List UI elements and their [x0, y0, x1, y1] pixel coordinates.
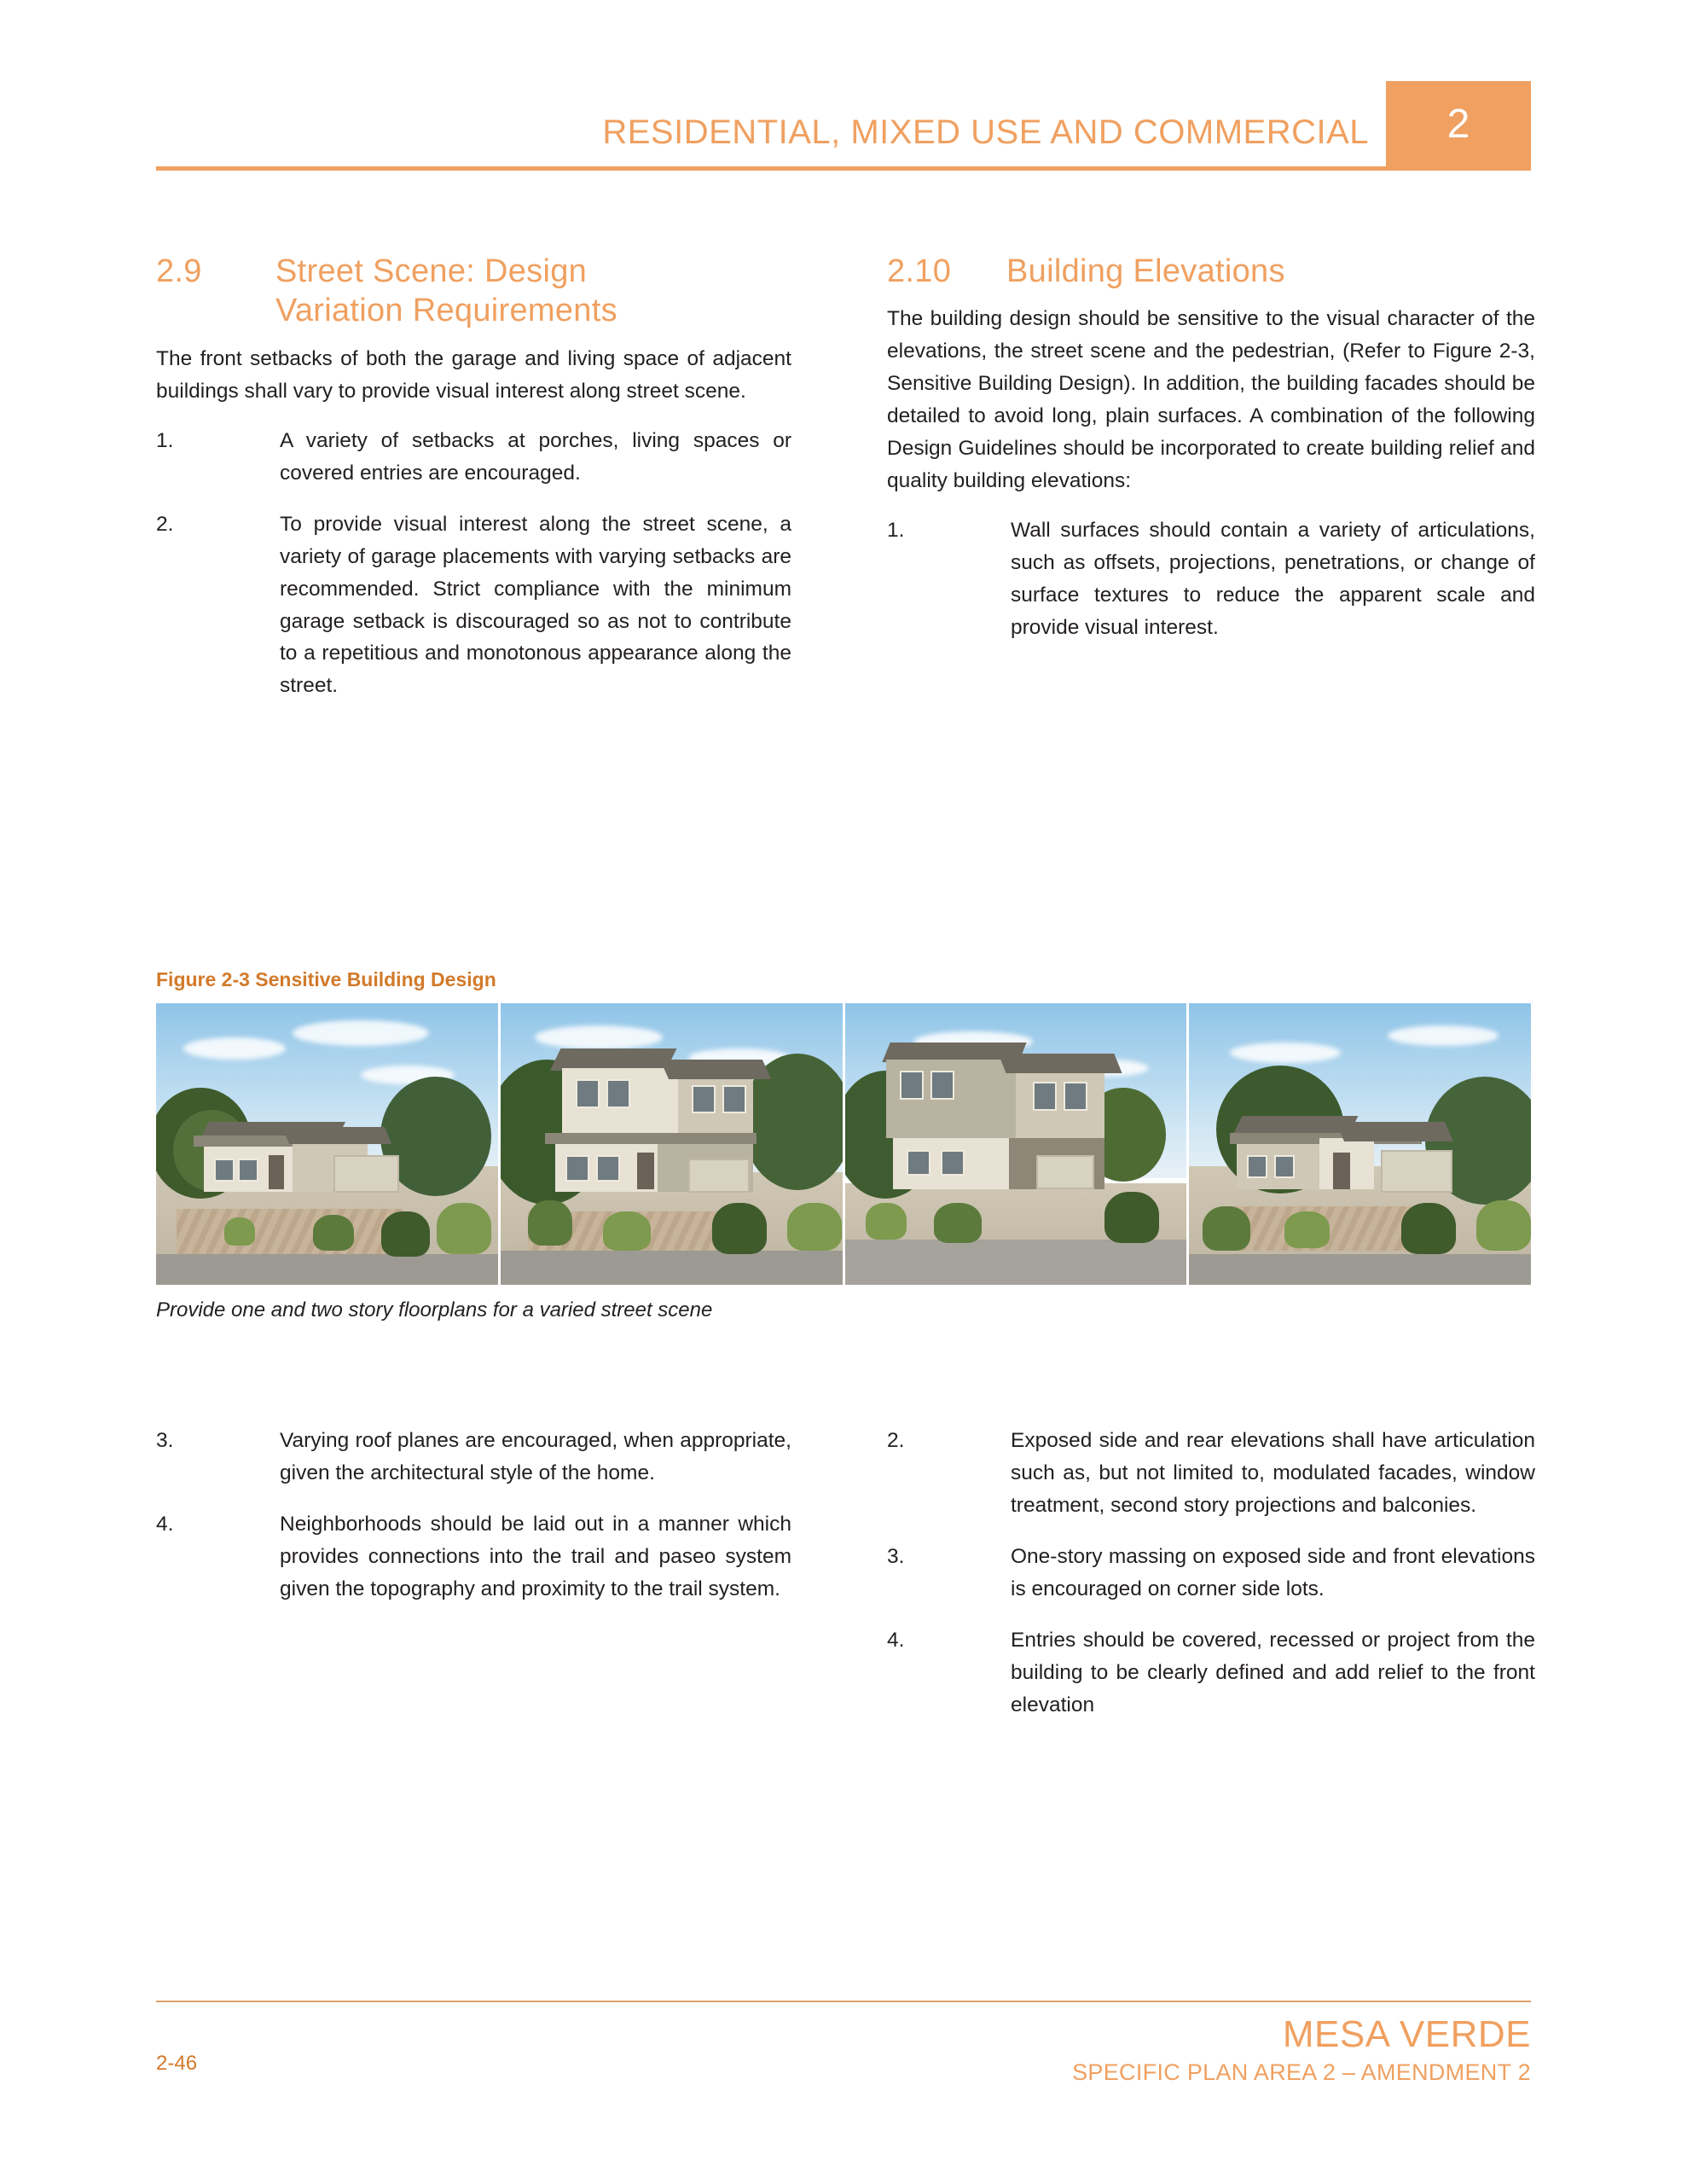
list-item	[156, 1425, 791, 1490]
chapter-badge: 2	[1386, 81, 1531, 166]
right-column-lower	[887, 1425, 1535, 1740]
list-item-number: 1.	[887, 519, 905, 543]
section-title-line1: Street Scene: Design	[275, 253, 588, 289]
footer-brand	[1072, 2013, 1531, 2086]
figure-image-two-story-home-side-elevation-rendering	[845, 1003, 1187, 1285]
list-item-number: 1.	[156, 428, 174, 452]
list-item-text: Entries should be covered, recessed or project from the building to be clearly defined and add relief to the front elevation	[1011, 1628, 1535, 1716]
brand-name: MESA VERDE	[1282, 2013, 1531, 2055]
list-item	[156, 425, 791, 490]
list-item-number: 3.	[887, 1544, 905, 1568]
section-title-line2: Variation Requirements	[275, 293, 617, 329]
figure-image-two-story-home-rendering	[501, 1003, 843, 1285]
figure-label: Figure 2-3 Sensitive Building Design	[156, 968, 496, 990]
page-header	[156, 81, 1531, 171]
list-item	[156, 508, 791, 703]
list-item-text: To provide visual interest along the street scene, a variety of garage placements with varying setbacks are recommended. Strict compliance with the minimum garage setback is discouraged so as not to contribute to a repetitious and monotonous appearance along the street.	[280, 512, 791, 698]
figure-image-one-story-home-with-garage-rendering	[1189, 1003, 1531, 1285]
section-2-10-list	[887, 514, 1535, 644]
list-item-number: 2.	[156, 512, 174, 536]
section-number: 2.10	[887, 253, 952, 289]
figure-image-strip	[156, 1003, 1531, 1285]
header-title: RESIDENTIAL, MIXED USE AND COMMERCIAL	[602, 113, 1369, 151]
list-item	[156, 1508, 791, 1606]
figure-2-3	[156, 968, 1531, 1322]
list-item-number: 3.	[156, 1429, 174, 1452]
list-item-text: Varying roof planes are encouraged, when appropriate, given the architectural style of the home.	[280, 1429, 791, 1484]
list-item-number: 4.	[887, 1628, 905, 1652]
section-heading-2-9	[156, 252, 791, 331]
list-item-text: Wall surfaces should contain a variety of articulations, such as offsets, projections, penetrations, or change of surface textures to reduce the apparent scale and provide visual interest.	[1011, 519, 1535, 640]
left-column-lower	[156, 1425, 791, 1624]
list-item-text: Exposed side and rear elevations shall have articulation such as, but not limited to, modulated facades, window treatment, second story projections and balconies.	[1011, 1429, 1535, 1517]
list-item-text: A variety of setbacks at porches, living spaces or covered entries are encouraged.	[280, 428, 791, 485]
section-heading-2-10	[887, 252, 1535, 291]
right-column	[887, 252, 1535, 663]
list-item	[887, 514, 1535, 644]
section-title: Building Elevations	[1006, 253, 1285, 289]
left-column	[156, 252, 791, 721]
list-item-text: One-story massing on exposed side and front elevations is encouraged on corner side lots.	[1011, 1544, 1535, 1600]
figure-image-one-story-home-rendering	[156, 1003, 498, 1285]
list-item-number: 2.	[887, 1429, 905, 1452]
footer-divider	[156, 2001, 1531, 2002]
page-number: 2-46	[156, 2052, 198, 2075]
list-item	[887, 1624, 1535, 1722]
figure-caption: Provide one and two story floorplans for a varied street scene	[156, 1298, 713, 1321]
section-number: 2.9	[156, 253, 202, 289]
brand-subtitle: SPECIFIC PLAN AREA 2 – AMENDMENT 2	[1072, 2059, 1531, 2085]
section-2-10-list-continued	[887, 1425, 1535, 1722]
list-item-number: 4.	[156, 1512, 174, 1536]
section-2-9-intro: The front setbacks of both the garage and living space of adjacent buildings shall vary to provide visual interest along street scene.	[156, 346, 791, 403]
section-2-10-intro: The building design should be sensitive to the visual character of the elevations, the street scene and the pedestrian, (Refer to Figure 2-3, Sensitive Building Design). In addition, the building facades should be detailed to avoid long, plain surfaces. A combination of the following Design Guidelines should be incorporated to create building relief and quality building elevations:	[887, 307, 1535, 493]
section-2-9-list-continued	[156, 1425, 791, 1606]
header-divider	[156, 166, 1531, 171]
list-item	[887, 1541, 1535, 1606]
section-2-9-list	[156, 425, 791, 703]
list-item	[887, 1425, 1535, 1522]
list-item-text: Neighborhoods should be laid out in a manner which provides connections into the trail and paseo system given the topography and proximity to the trail system.	[280, 1512, 791, 1600]
